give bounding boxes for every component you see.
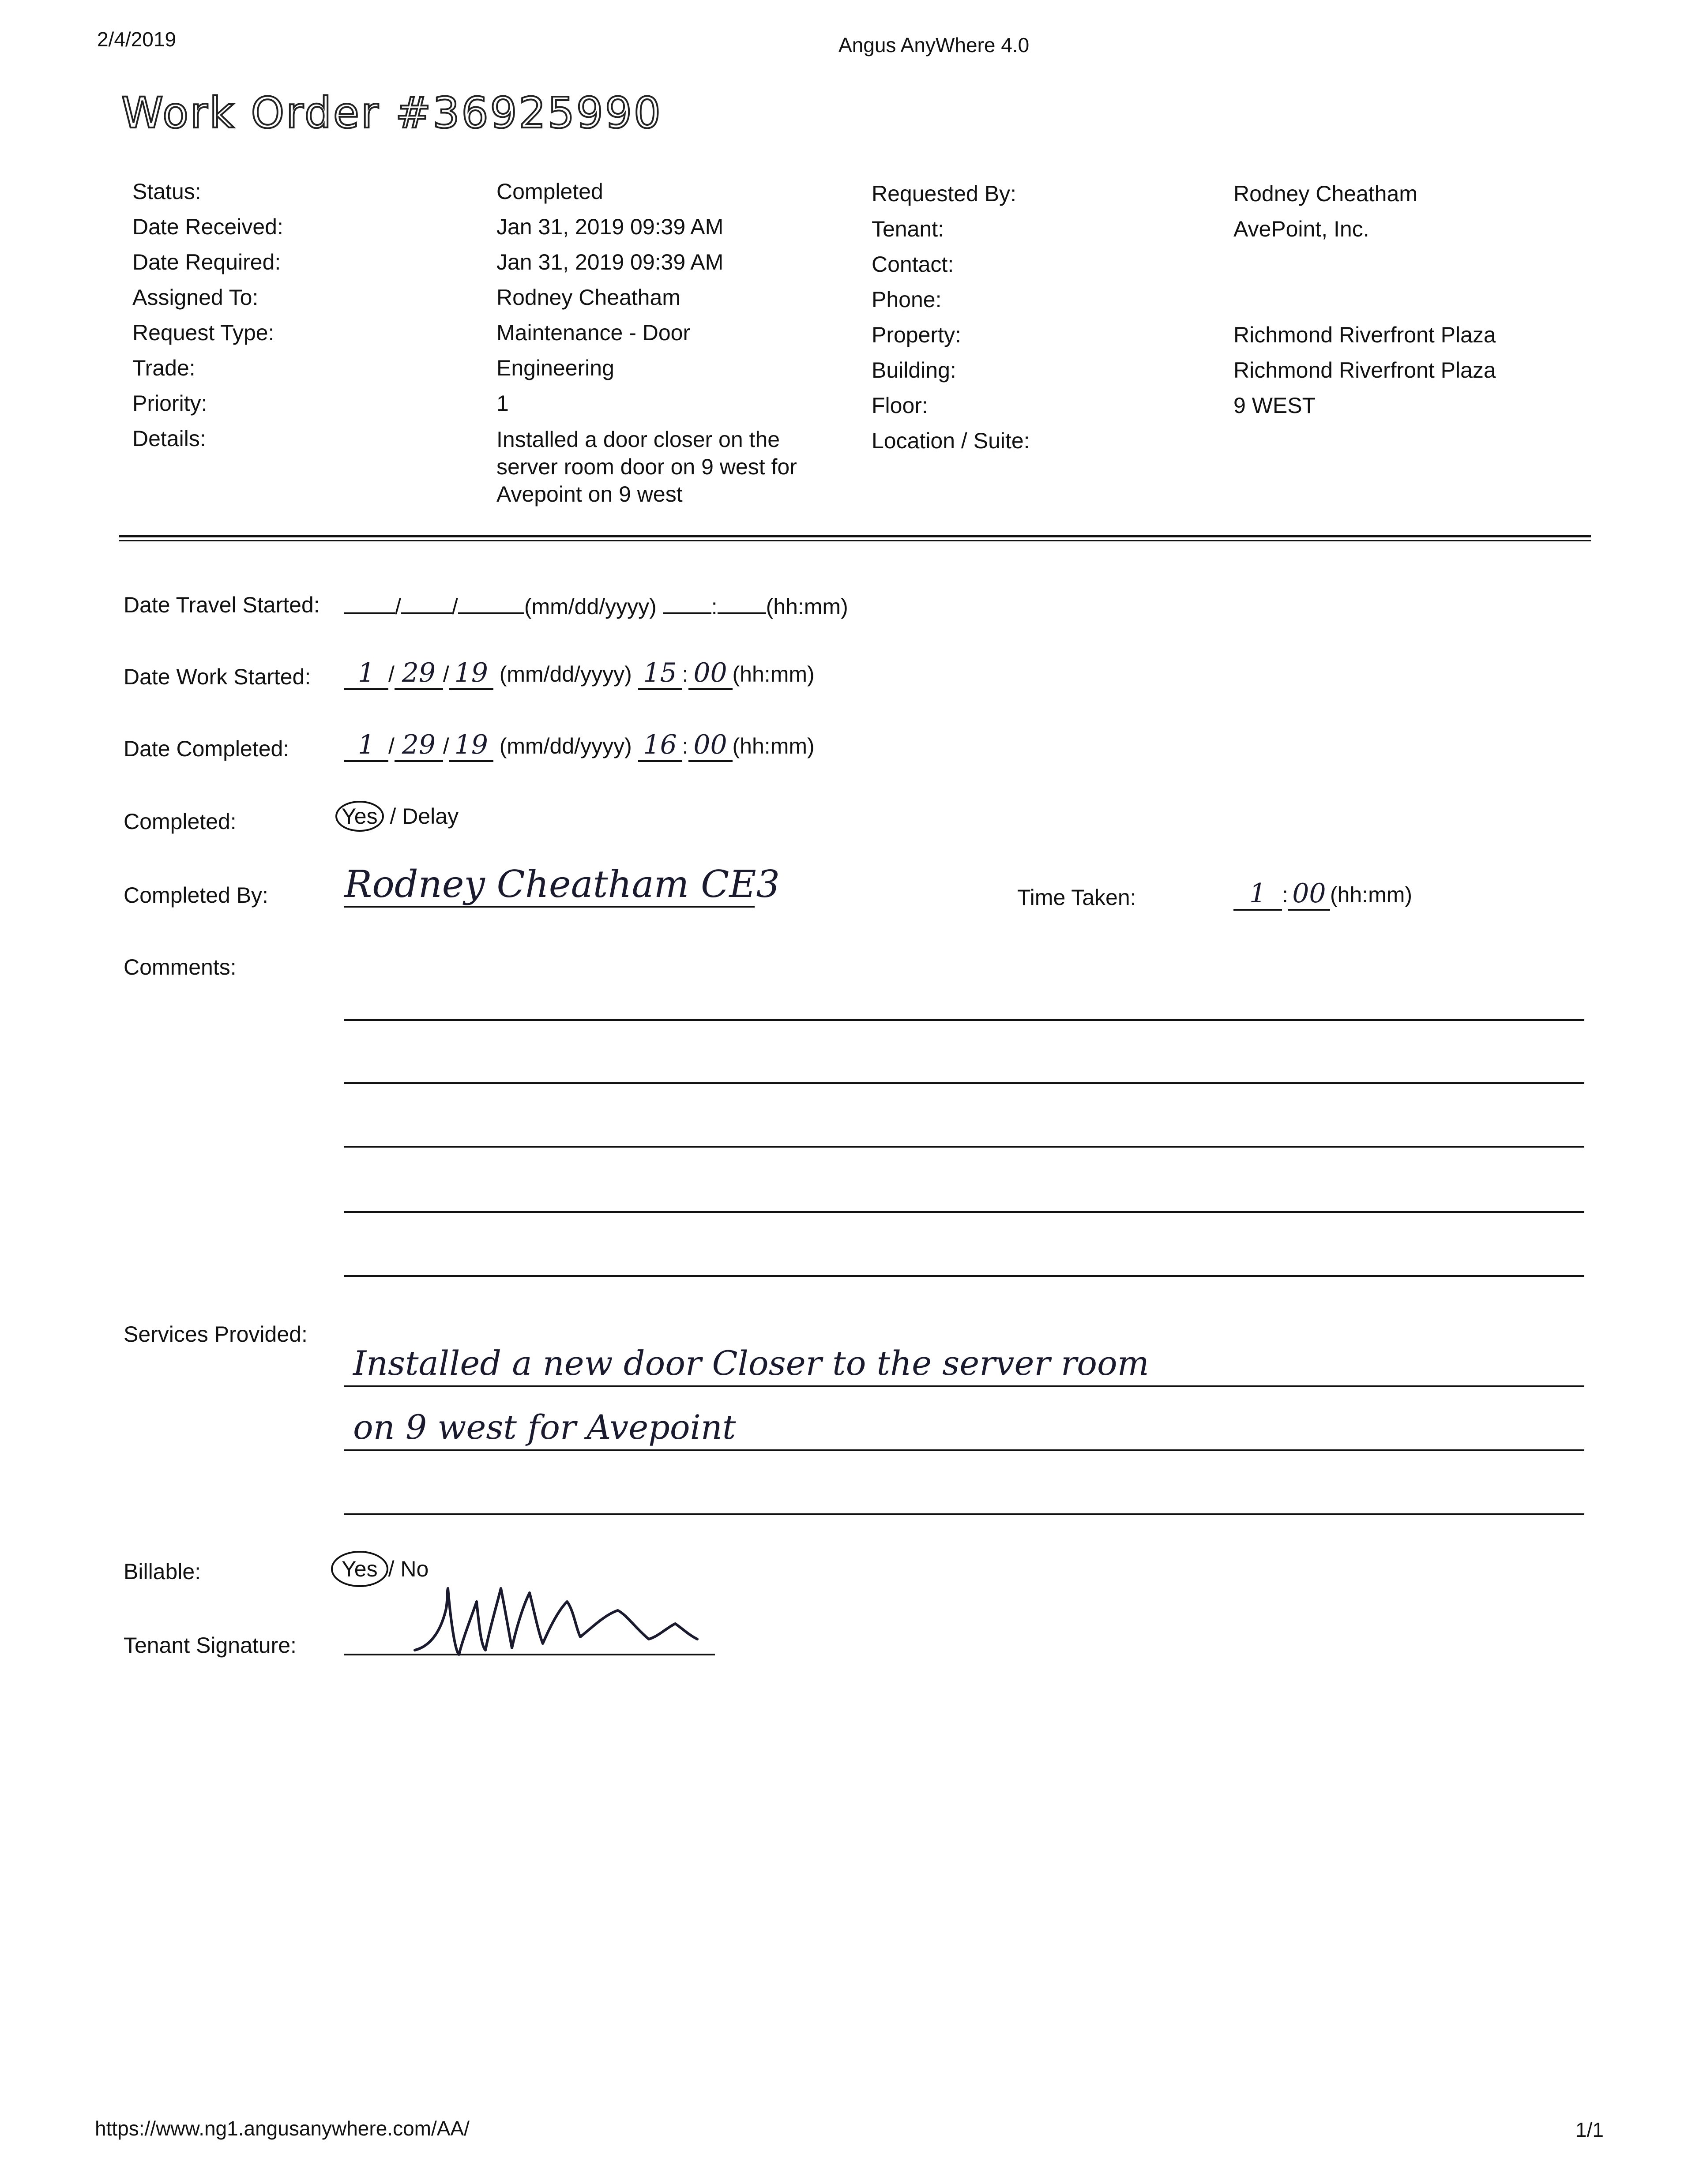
time-taken-label: Time Taken:	[1017, 885, 1136, 910]
assigned-to-value: Rodney Cheatham	[496, 285, 680, 310]
completed-choice[interactable]: Yes / Delay	[335, 801, 459, 832]
date-completed-field[interactable]: 1 / 29 / 19 (mm/dd/yyyy) 16 : 00 (hh:mm)	[344, 729, 815, 762]
billable-no-option[interactable]: No	[400, 1557, 429, 1581]
footer-url[interactable]: https://www.ng1.angusanywhere.com/AA/	[95, 2117, 470, 2140]
work-hour: 15	[638, 657, 682, 690]
comments-line-2[interactable]	[344, 1082, 1584, 1084]
time-taken-field[interactable]: 1 : 00 (hh:mm)	[1233, 878, 1412, 911]
comments-line-3[interactable]	[344, 1146, 1584, 1148]
request-type-value: Maintenance - Door	[496, 320, 691, 345]
travel-started-field[interactable]: / / (mm/dd/yyyy) : (hh:mm)	[344, 592, 848, 619]
print-date: 2/4/2019	[97, 28, 177, 51]
travel-time-format: (hh:mm)	[766, 594, 848, 619]
section-divider	[119, 535, 1591, 537]
billable-label: Billable:	[124, 1559, 201, 1584]
date-received-label: Date Received:	[132, 214, 283, 239]
contact-label: Contact:	[872, 252, 954, 277]
completed-day: 29	[395, 729, 443, 762]
work-day: 29	[395, 657, 443, 690]
completed-delay-option[interactable]: Delay	[402, 804, 459, 829]
floor-label: Floor:	[872, 393, 928, 418]
time-taken-minutes: 00	[1288, 878, 1330, 911]
completed-date-format: (mm/dd/yyyy)	[499, 734, 632, 758]
completed-by-handwriting: Rodney Cheatham CE3	[344, 863, 780, 906]
location-suite-label: Location / Suite:	[872, 428, 1030, 453]
travel-started-label: Date Travel Started:	[124, 593, 320, 617]
comments-line-5[interactable]	[344, 1275, 1584, 1277]
work-time-format: (hh:mm)	[732, 662, 815, 687]
requested-by-value: Rodney Cheatham	[1233, 181, 1417, 206]
services-line-2[interactable]	[344, 1449, 1584, 1451]
tenant-signature-scribble	[406, 1562, 724, 1677]
building-label: Building:	[872, 358, 956, 383]
priority-value: 1	[496, 391, 509, 416]
billable-yes-option[interactable]: Yes	[331, 1551, 388, 1587]
date-completed-label: Date Completed:	[124, 736, 289, 761]
work-started-field[interactable]: 1 / 29 / 19 (mm/dd/yyyy) 15 : 00 (hh:mm)	[344, 657, 815, 690]
status-value: Completed	[496, 179, 603, 204]
completed-by-label: Completed By:	[124, 883, 268, 908]
details-value: Installed a door closer on the server room door on 9 west for Avepoint on 9 west	[496, 427, 797, 507]
date-required-label: Date Required:	[132, 250, 281, 274]
property-value: Richmond Riverfront Plaza	[1233, 323, 1496, 347]
work-date-format: (mm/dd/yyyy)	[499, 662, 632, 687]
completed-minute: 00	[688, 729, 733, 762]
completed-year: 19	[449, 729, 493, 762]
status-label: Status:	[132, 179, 201, 204]
work-minute: 00	[688, 657, 733, 690]
page-number: 1/1	[1575, 2118, 1604, 2141]
time-taken-format: (hh:mm)	[1330, 882, 1413, 907]
floor-value: 9 WEST	[1233, 393, 1316, 418]
completed-time-format: (hh:mm)	[732, 734, 815, 758]
priority-label: Priority:	[132, 391, 207, 416]
completed-label: Completed:	[124, 809, 237, 834]
comments-line-1[interactable]	[344, 1019, 1584, 1021]
work-year: 19	[449, 657, 493, 690]
trade-value: Engineering	[496, 356, 614, 380]
tenant-value: AvePoint, Inc.	[1233, 217, 1369, 241]
completed-by-field[interactable]	[344, 863, 780, 908]
comments-line-4[interactable]	[344, 1211, 1584, 1213]
travel-date-format: (mm/dd/yyyy)	[524, 594, 657, 619]
services-line-3[interactable]	[344, 1513, 1584, 1515]
trade-label: Trade:	[132, 356, 195, 380]
phone-label: Phone:	[872, 287, 942, 312]
time-taken-hours: 1	[1233, 878, 1282, 911]
building-value: Richmond Riverfront Plaza	[1233, 358, 1496, 383]
property-label: Property:	[872, 323, 961, 347]
app-title: Angus AnyWhere 4.0	[838, 34, 1030, 56]
billable-choice[interactable]: Yes / No	[331, 1551, 429, 1587]
services-text-line-2: on 9 west for Avepoint	[353, 1407, 736, 1447]
services-text-line-1: Installed a new door Closer to the server room	[353, 1343, 1149, 1383]
assigned-to-label: Assigned To:	[132, 285, 259, 310]
completed-yes-option[interactable]: Yes	[335, 801, 384, 832]
completed-month: 1	[344, 729, 388, 762]
date-required-value: Jan 31, 2019 09:39 AM	[496, 250, 724, 274]
tenant-signature-label: Tenant Signature:	[124, 1633, 297, 1658]
section-divider-2	[119, 540, 1591, 541]
services-label: Services Provided:	[124, 1322, 308, 1347]
comments-label: Comments:	[124, 955, 237, 979]
details-label: Details:	[132, 426, 206, 451]
requested-by-label: Requested By:	[872, 181, 1016, 206]
date-received-value: Jan 31, 2019 09:39 AM	[496, 214, 724, 239]
tenant-label: Tenant:	[872, 217, 944, 241]
completed-hour: 16	[638, 729, 682, 762]
page-title: Work Order #36925990	[121, 88, 662, 138]
services-line-1[interactable]	[344, 1385, 1584, 1387]
work-started-label: Date Work Started:	[124, 664, 311, 689]
request-type-label: Request Type:	[132, 320, 274, 345]
work-month: 1	[344, 657, 388, 690]
